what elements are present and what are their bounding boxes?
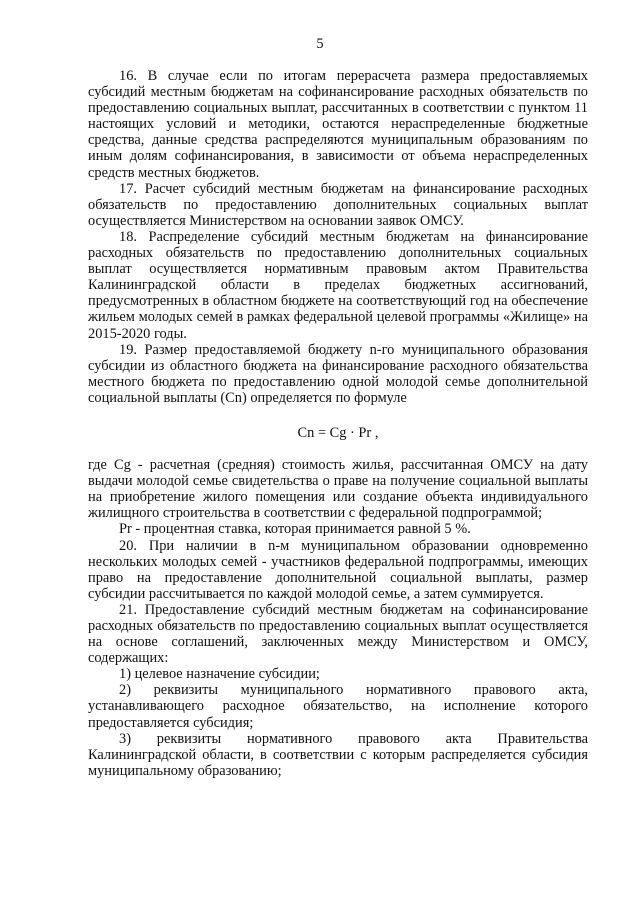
list-item-2: 2) реквизиты муниципального нормативного правового акта, устанавливающего расходное обязательство, на исполнение которого предоставляется субсидия; [88,682,588,731]
list-item-3: 3) реквизиты нормативного правового акта Правительства Калининградской области, в соответствии с которым распределяется субсидия муниципальному образованию; [88,730,588,779]
definition-pr: Pr - процентная ставка, которая принимается равной 5 %. [119,521,471,538]
page-number: 5 [316,36,324,52]
paragraph-19: 19. Размер предоставляемой бюджету n-го муниципального образования субсидии из областного бюджета на финансирование расходного обязательства местного бюджета по предоставлению одной молодой семье дополнительной социальной выплаты (Cn) определяется по формуле [88,341,588,406]
paragraph-20: 20. При наличии в n-м муниципальном образовании одновременно нескольких молодых семей - участников федеральной подпрограммы, имеющих право на предоставление дополнительной социальной выплаты, размер субсидии рассчитывается по каждой молодой семье, а затем суммируется. [88,537,588,602]
paragraph-17: 17. Расчет субсидий местным бюджетам на финансирование расходных обязательств по предоставлению дополнительных социальных выплат осуществляется Министерством на основании заявок ОМСУ. [88,180,588,229]
formula: Cn = Cg · Pr , [297,424,379,441]
paragraph-18: 18. Распределение субсидий местным бюджетам на финансирование расходных обязательств по предоставлению дополнительных социальных выплат осуществляется нормативным правовым актом Правительства Калининградской области в пределах бюджетных ассигнований, предусмотренных в областном бюджете на соответствующий год на обеспечение жильем молодых семей в рамках федеральной целевой программы «Жилище» на 2015-2020 годы. [88,228,588,342]
paragraph-16: 16. В случае если по итогам перерасчета размера предоставляемых субсидий местным бюджетам на софинансирование расходных обязательств по предоставлению социальных выплат, рассчитанных в соответствии с пунктом 11 настоящих условий и методики, остаются нераспределенные бюджетные средства, данные средства распределяются муниципальным образованиям по иным долям софинансирования, в зависимости от объема нераспределенных средств местных бюджетов. [88,68,588,181]
list-item-1: 1) целевое назначение субсидии; [119,666,320,683]
document-body [88,68,588,779]
paragraph-21: 21. Предоставление субсидий местным бюджетам на софинансирование расходных обязательств по предоставлению социальных выплат осуществляется на основе соглашений, заключенных между Министерством и ОМСУ, содержащих: [88,601,588,667]
definition-cg: где Cg - расчетная (средняя) стоимость жилья, рассчитанная ОМСУ на дату выдачи молодой семье свидетельства о праве на получение социальной выплаты на приобретение жилого помещения или создание объекта индивидуального жилищного строительства в соответствии с федеральной подпрограммой; [88,457,588,522]
